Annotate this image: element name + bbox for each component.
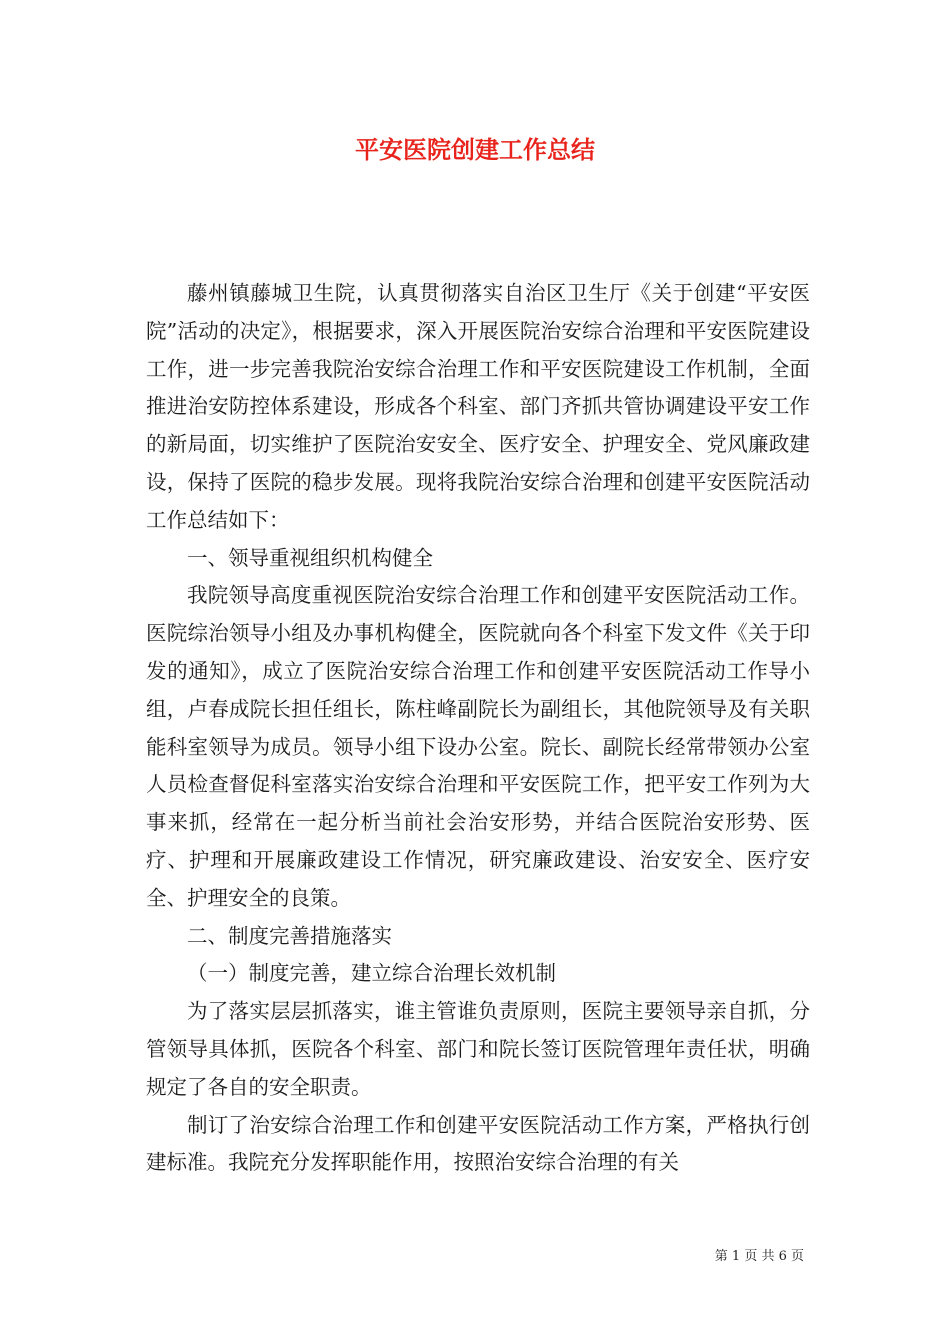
document-title: 平安医院创建工作总结 [355, 135, 595, 164]
subsection-1-paragraph-1: 为了落实层层抓落实，谁主管谁负责原则，医院主要领导亲自抓，分管领导具体抓，医院各个科室、部门和院长签订医院管理年责任状，明确规定了各自的安全职责。 [146, 999, 810, 1099]
document-body [146, 275, 810, 1182]
section-heading-2: 二、制度完善措施落实 [187, 923, 392, 948]
section-1-paragraph: 我院领导高度重视医院治安综合治理工作和创建平安医院活动工作。医院综治领导小组及办事机构健全，医院就向各个科室下发文件《关于印发的通知》，成立了医院治安综合治理工作和创建平安医院活动工作导小组，卢春成院长担任组长，陈柱峰副院长为副组长，其他院领导及有关职能科室领导为成员。领导小组下设办公室。院长、副院长经常带领办公室人员检查督促科室落实治安综合治理和平安医院工作，把平安工作列为大事来抓，经常在一起分析当前社会治安形势，并结合医院治安形势、医疗、护理和开展廉政建设工作情况，研究廉政建设、治安安全、医疗安全、护理安全的良策。 [146, 583, 810, 910]
subsection-1-paragraph-2: 制订了治安综合治理工作和创建平安医院活动工作方案，严格执行创建标准。我院充分发挥职能作用，按照治安综合治理的有关 [146, 1112, 810, 1175]
page-number-footer: 第 1 页 共 6 页 [714, 1249, 804, 1264]
intro-paragraph: 藤州镇藤城卫生院，认真贯彻落实自治区卫生厅《关于创建“平安医院”活动的决定》，根据要求，深入开展医院治安综合治理和平安医院建设工作，进一步完善我院治安综合治理工作和平安医院建设工作机制，全面推进治安防控体系建设，形成各个科室、部门齐抓共管协调建设平安工作的新局面，切实维护了医院治安安全、医疗安全、护理安全、党风廉政建设，保持了医院的稳步发展。现将我院治安综合治理和创建平安医院活动工作总结如下： [146, 281, 810, 532]
subsection-heading-1: （一）制度完善，建立综合治理长效机制 [187, 961, 556, 986]
section-heading-1: 一、领导重视组织机构健全 [187, 545, 433, 570]
